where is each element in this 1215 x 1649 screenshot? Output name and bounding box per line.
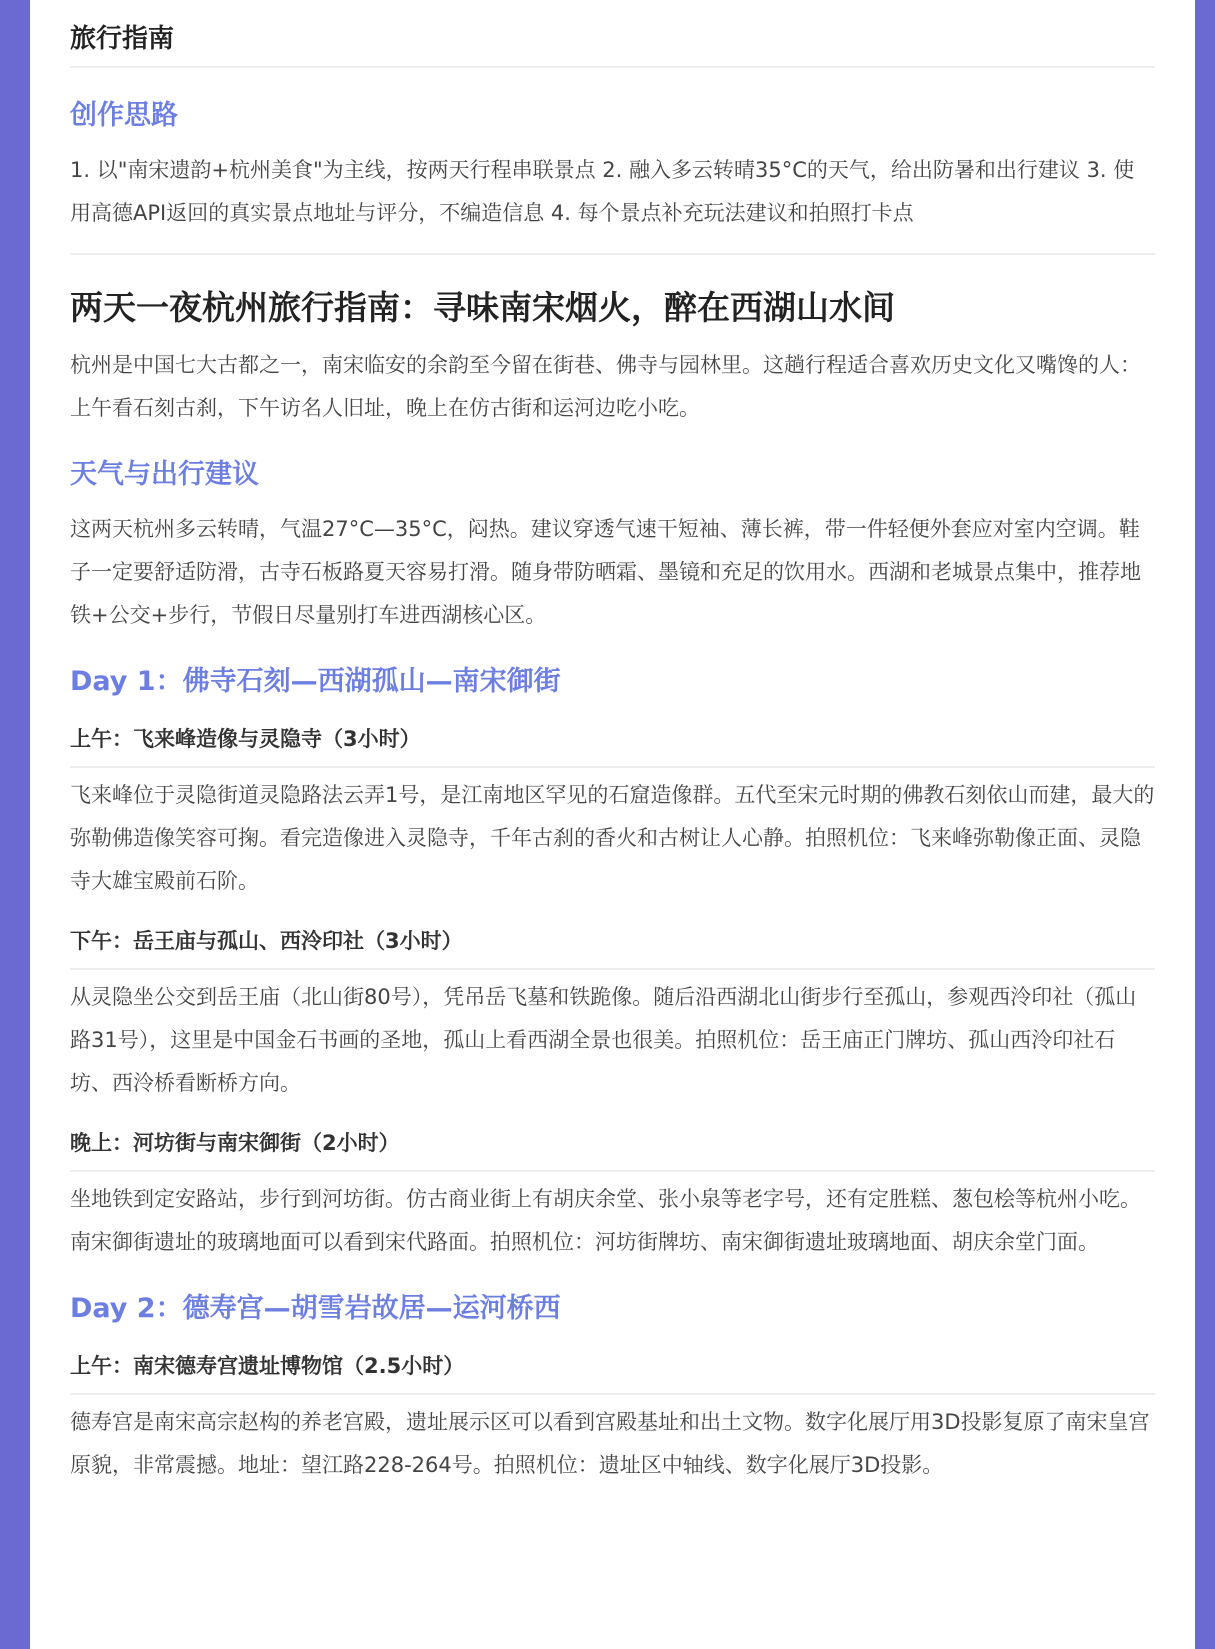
day2-heading: Day 2：德寿宫—胡雪岩故居—运河桥西 (70, 1293, 561, 1324)
article-title: 两天一夜杭州旅行指南：寻味南宋烟火，醉在西湖山水间 (70, 288, 895, 327)
day1-heading: Day 1：佛寺石刻—西湖孤山—南宋御街 (70, 666, 561, 697)
day1-afternoon-text: 从灵隐坐公交到岳王庙（北山街80号），凭吊岳飞墓和铁跪像。随后沿西湖北山街步行至孤山，参观西泠印社（孤山路31号），这里是中国金石书画的圣地，孤山上看西湖全景也很美。拍照机位：岳王庙正门牌坊、孤山西泠印社石坊、西泠桥看断桥方向。 (70, 985, 1137, 1095)
day1-evening-text: 坐地铁到定安路站，步行到河坊街。仿古商业街上有胡庆余堂、张小泉等老字号，还有定胜糕、葱包桧等杭州小吃。南宋御街遗址的玻璃地面可以看到宋代路面。拍照机位：河坊街牌坊、南宋御街遗址玻璃地面、胡庆余堂门面。 (70, 1187, 1141, 1254)
document-card (30, 0, 1195, 1649)
day1-afternoon-heading: 下午：岳王庙与孤山、西泠印社（3小时） (70, 924, 1155, 970)
page-title: 旅行指南 (70, 0, 1155, 68)
weather-heading: 天气与出行建议 (70, 459, 259, 490)
idea-heading: 创作思路 (70, 100, 178, 131)
day1-morning-text: 飞来峰位于灵隐街道灵隐路法云弄1号，是江南地区罕见的石窟造像群。五代至宋元时期的佛教石刻依山而建，最大的弥勒佛造像笑容可掬。看完造像进入灵隐寺，千年古刹的香火和古树让人心静。拍照机位：飞来峰弥勒像正面、灵隐寺大雄宝殿前石阶。 (70, 783, 1155, 893)
day2-morning-heading: 上午：南宋德寿宫遗址博物馆（2.5小时） (70, 1349, 1155, 1395)
day1-morning-heading: 上午：飞来峰造像与灵隐寺（3小时） (70, 722, 1155, 768)
article-intro: 杭州是中国七大古都之一，南宋临安的余韵至今留在街巷、佛寺与园林里。这趟行程适合喜欢历史文化又嘴馋的人：上午看石刻古刹，下午访名人旧址，晚上在仿古街和运河边吃小吃。 (70, 353, 1141, 420)
idea-text: 1. 以"南宋遗韵+杭州美食"为主线，按两天行程串联景点 2. 融入多云转晴35°C的天气，给出防暑和出行建议 3. 使用高德API返回的真实景点地址与评分，不编造信息 4. 每个景点补充玩法建议和拍照打卡点 (70, 158, 1135, 225)
weather-text: 这两天杭州多云转晴，气温27°C—35°C，闷热。建议穿透气速干短袖、薄长裤，带一件轻便外套应对室内空调。鞋子一定要舒适防滑，古寺石板路夏天容易打滑。随身带防晒霜、墨镜和充足的饮用水。西湖和老城景点集中，推荐地铁+公交+步行，节假日尽量别打车进西湖核心区。 (70, 517, 1141, 627)
day2-morning-text: 德寿宫是南宋高宗赵构的养老宫殿，遗址展示区可以看到宫殿基址和出土文物。数字化展厅用3D投影复原了南宋皇宫原貌，非常震撼。地址：望江路228-264号。拍照机位：遗址区中轴线、数字化展厅3D投影。 (70, 1410, 1150, 1477)
day1-evening-heading: 晚上：河坊街与南宋御街（2小时） (70, 1126, 1155, 1172)
